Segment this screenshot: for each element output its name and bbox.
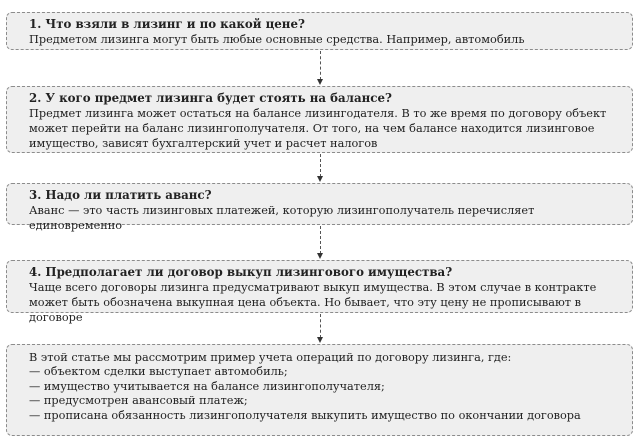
- step-title: 3. Надо ли платить аванс?: [29, 188, 212, 202]
- summary-item: — предусмотрен авансовый платеж;: [29, 394, 248, 407]
- step-box-2: [6, 86, 633, 153]
- step-title: 1. Что взяли в лизинг и по какой цене?: [29, 17, 305, 31]
- arrow-shaft: [320, 314, 321, 338]
- summary-list: [29, 365, 624, 423]
- arrow-head-icon: [317, 176, 323, 182]
- arrow-head-icon: [317, 253, 323, 259]
- arrow-shaft: [320, 154, 321, 177]
- arrow-head-icon: [317, 79, 323, 85]
- summary-intro: В этой статье мы рассмотрим пример учета операций по договору лизинга, где:: [29, 351, 512, 364]
- step-box-1: [6, 12, 633, 50]
- step-text: Предмет лизинга может остаться на балансе лизингодателя. В то же время по договору объект может перейти на баланс лизингополучателя. От того, на чем балансе находится лизинговое имущество, зависят бухгалтерский учет и расчет налогов: [29, 107, 607, 150]
- step-title: 4. Предполагает ли договор выкуп лизингового имущества?: [29, 265, 453, 279]
- flow-arrow: [317, 154, 324, 182]
- step-title: 2. У кого предмет лизинга будет стоять на балансе?: [29, 91, 392, 105]
- flow-arrow: [317, 51, 324, 85]
- arrow-shaft: [320, 51, 321, 80]
- step-text: Аванс — это часть лизинговых платежей, которую лизингополучатель перечисляет единовременно: [29, 204, 535, 232]
- summary-item: — объектом сделки выступает автомобиль;: [29, 365, 288, 378]
- step-box-3: [6, 183, 633, 232]
- summary-item: — имущество учитывается на балансе лизингополучателя;: [29, 379, 385, 393]
- step-text: Предметом лизинга могут быть любые основные средства. Например, автомобиль: [29, 33, 525, 46]
- step-text: Чаще всего договоры лизинга предусматривают выкуп имущества. В этом случае в контракте может быть обозначена выкупная цена объекта. Но бывает, что эту цену не прописывают в договоре: [29, 281, 597, 324]
- arrow-head-icon: [317, 337, 323, 343]
- flow-arrow: [317, 314, 324, 343]
- arrow-shaft: [320, 226, 321, 254]
- summary-box: [6, 344, 633, 436]
- step-box-4: [6, 260, 633, 324]
- flow-arrow: [317, 226, 324, 259]
- summary-item: — прописана обязанность лизингополучателя выкупить имущество по окончании договора: [29, 408, 581, 422]
